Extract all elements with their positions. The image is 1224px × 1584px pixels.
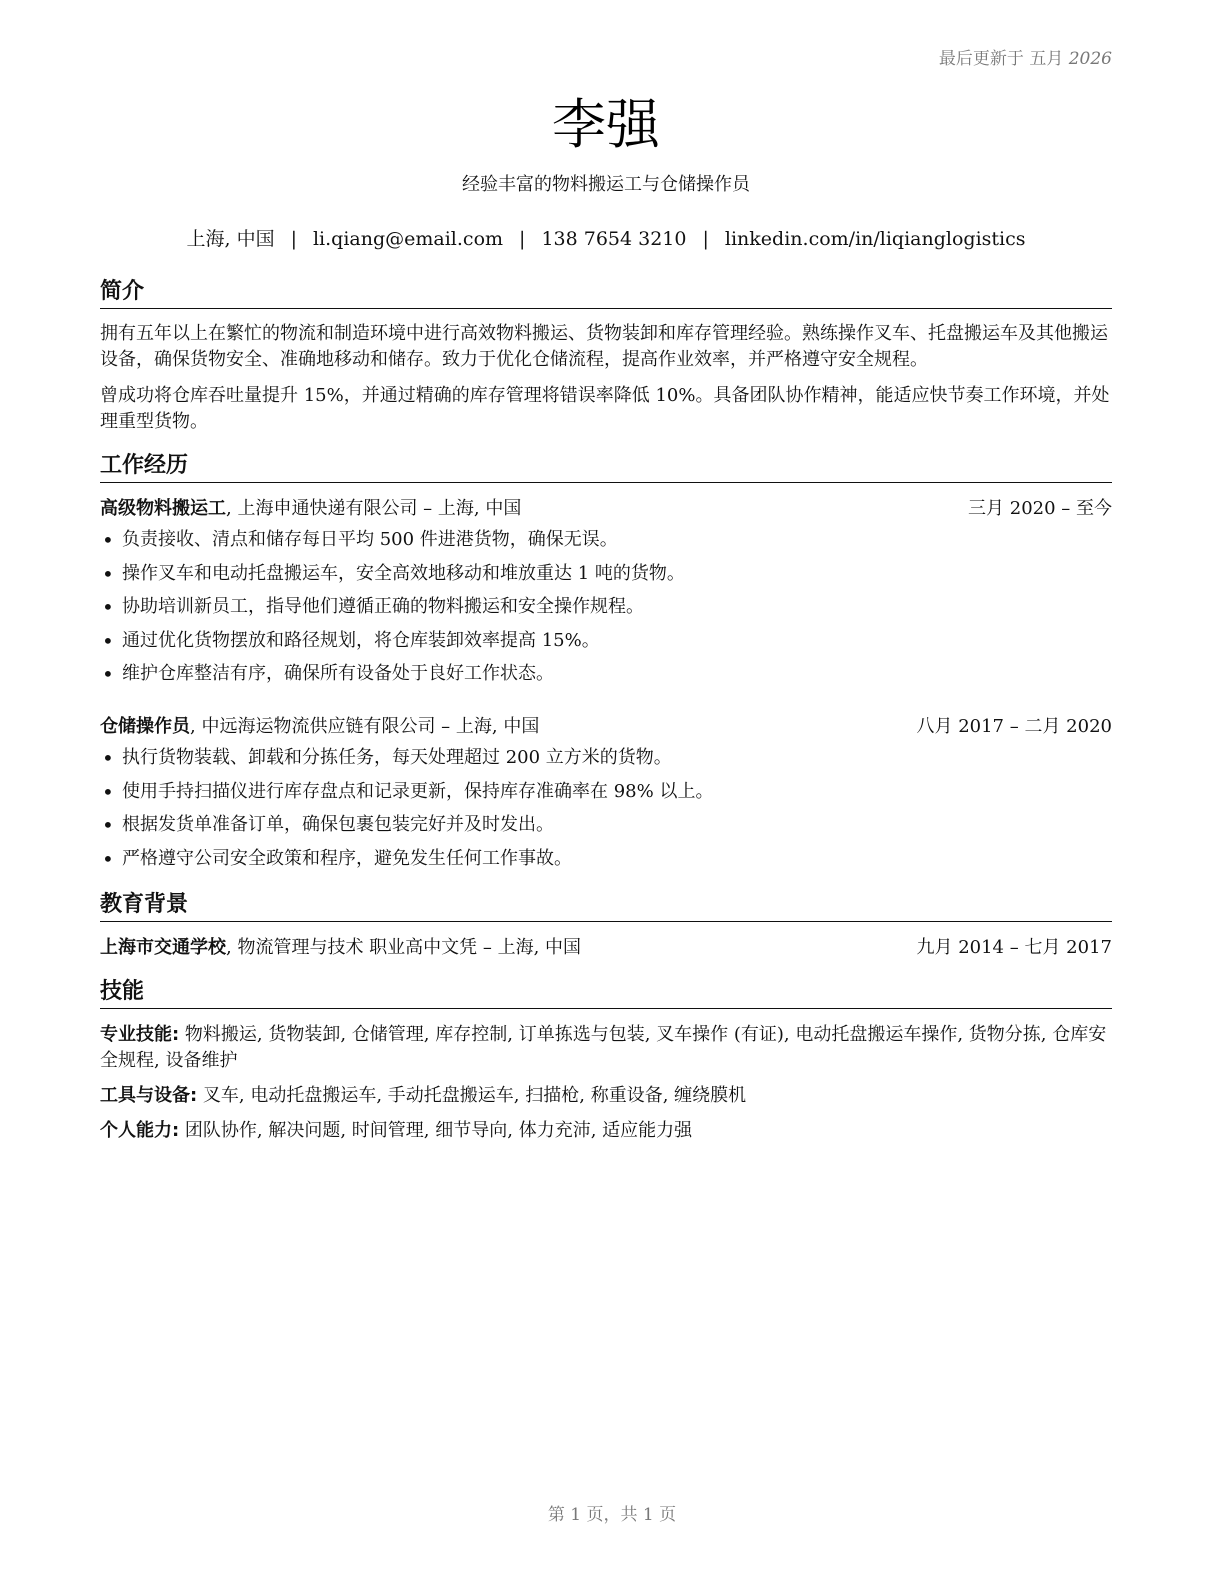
contact-linkedin[interactable]: linkedin.com/in/liqianglogistics	[724, 228, 1026, 250]
candidate-name: 李强	[552, 93, 660, 156]
list-item: • 执行货物装载、卸载和分拣任务，每天处理超过 200 立方米的货物。	[100, 745, 1112, 779]
section-title-summary: 简介	[100, 278, 1112, 309]
separator: |	[702, 228, 709, 250]
last-updated-year: 2026	[1068, 49, 1112, 69]
contact-location: 上海, 中国	[186, 228, 275, 250]
list-item: • 协助培训新员工，指导他们遵循正确的物料搬运和安全操作规程。	[100, 594, 1112, 628]
job-company: , 上海申通快递有限公司 – 上海, 中国	[226, 498, 522, 519]
list-item: • 负责接收、清点和储存每日平均 500 件进港货物，确保无误。	[100, 527, 1112, 561]
skill-row	[100, 1083, 1112, 1109]
resume-page	[100, 0, 1112, 1584]
list-item: • 维护仓库整洁有序，确保所有设备处于良好工作状态。	[100, 661, 1112, 695]
education-entry	[100, 935, 1112, 961]
last-updated-label: 最后更新于 五月	[938, 49, 1064, 69]
candidate-headline: 经验丰富的物料搬运工与仓储操作员	[462, 174, 750, 195]
skill-label: 专业技能:	[100, 1024, 180, 1045]
contact-phone: 138 7654 3210	[541, 228, 687, 250]
job-header	[100, 714, 1112, 740]
job-header	[100, 496, 1112, 522]
page-number: 第 1 页，共 1 页	[547, 1505, 677, 1525]
summary-paragraph-2: 曾成功将仓库吞吐量提升 15%，并通过精确的库存管理将错误率降低 10%。具备团队协作精神，能适应快节奏工作环境，并处理重型货物。	[100, 385, 1110, 432]
skill-row	[100, 1022, 1112, 1074]
job-company: , 中远海运物流供应链有限公司 – 上海, 中国	[190, 716, 540, 737]
section-title-experience: 工作经历	[100, 452, 1112, 483]
last-updated	[939, 44, 1112, 69]
contact-line	[100, 224, 1112, 251]
skill-value: 团队协作, 解决问题, 时间管理, 细节导向, 体力充沛, 适应能力强	[179, 1120, 693, 1141]
job-role: 仓储操作员	[100, 716, 190, 737]
contact-email[interactable]: li.qiang@email.com	[312, 228, 504, 250]
education-school: 上海市交通学校	[100, 937, 226, 958]
separator: |	[290, 228, 297, 250]
job-dates: 八月 2017 – 二月 2020	[916, 716, 1112, 737]
skill-value: 叉车, 电动托盘搬运车, 手动托盘搬运车, 扫描枪, 称重设备, 缠绕膜机	[197, 1085, 747, 1106]
separator: |	[519, 228, 526, 250]
section-title-education: 教育背景	[100, 891, 1112, 922]
job-bullets	[100, 745, 1112, 879]
section-title-skills: 技能	[100, 978, 1112, 1009]
skill-row	[100, 1118, 1112, 1144]
job-role: 高级物料搬运工	[100, 498, 226, 519]
education-dates: 九月 2014 – 七月 2017	[916, 937, 1112, 958]
list-item: • 使用手持扫描仪进行库存盘点和记录更新，保持库存准确率在 98% 以上。	[100, 779, 1112, 813]
list-item: • 通过优化货物摆放和路径规划，将仓库装卸效率提高 15%。	[100, 628, 1112, 662]
list-item: • 根据发货单准备订单，确保包裹包装完好并及时发出。	[100, 812, 1112, 846]
list-item: • 操作叉车和电动托盘搬运车，安全高效地移动和堆放重达 1 吨的货物。	[100, 561, 1112, 595]
summary-paragraph-1: 拥有五年以上在繁忙的物流和制造环境中进行高效物料搬运、货物装卸和库存管理经验。熟练操作叉车、托盘搬运车及其他搬运设备，确保货物安全、准确地移动和储存。致力于优化仓储流程，提高作业效率，并严格遵守安全规程。	[100, 323, 1108, 370]
skill-label: 工具与设备:	[100, 1085, 198, 1106]
job-dates: 三月 2020 – 至今	[968, 498, 1112, 519]
education-detail: , 物流管理与技术 职业高中文凭 – 上海, 中国	[226, 937, 582, 958]
skill-label: 个人能力:	[100, 1120, 180, 1141]
skill-value: 物料搬运, 货物装卸, 仓储管理, 库存控制, 订单拣选与包装, 叉车操作 (有证), 电动托盘搬运车操作, 货物分拣, 仓库安全规程, 设备维护	[100, 1024, 1107, 1071]
list-item: • 严格遵守公司安全政策和程序，避免发生任何工作事故。	[100, 846, 1112, 880]
job-bullets	[100, 527, 1112, 695]
